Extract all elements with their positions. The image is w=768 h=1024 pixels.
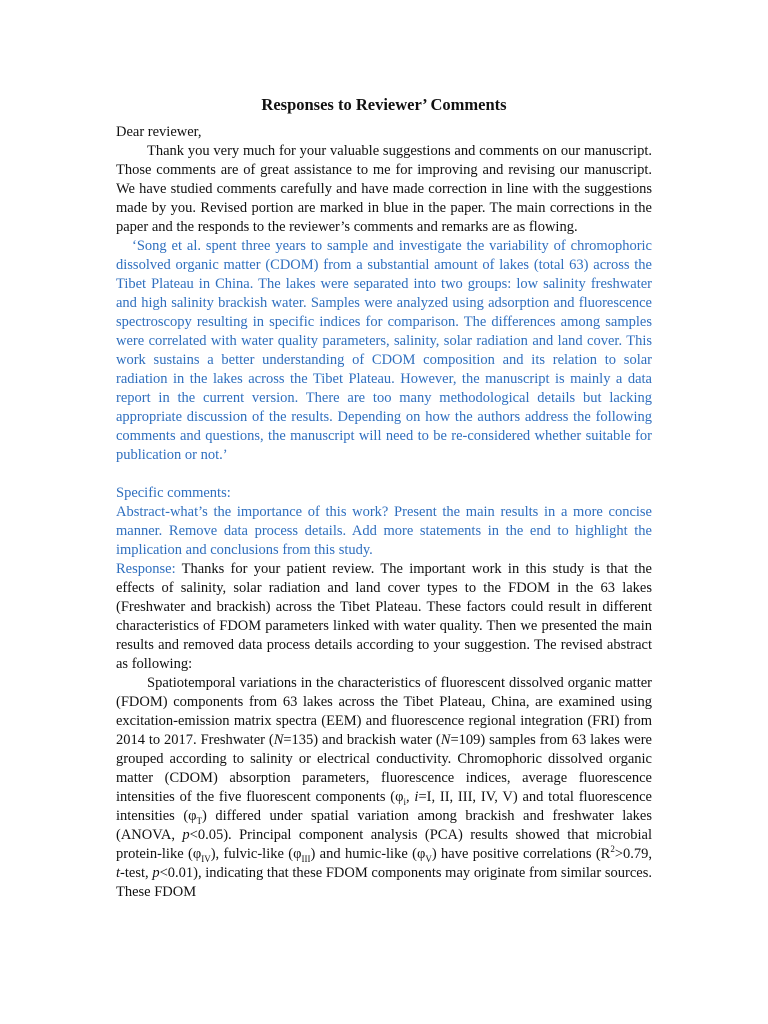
intro-paragraph: Thank you very much for your valuable suggestions and comments on our manuscript. Those comments are of great assistance to me for improving and revising our manuscript. We have studied comments carefully and have made correction in line with the suggestions made by you. Revised portion are marked in blue in the paper. The main corrections in the paper and the responds to the reviewer’s comments and remarks are as flowing. bbox=[116, 143, 652, 235]
document-title: Responses to Reviewer’ Comments bbox=[261, 95, 507, 114]
response-label: Response: bbox=[116, 561, 176, 577]
specific-comments-heading: Specific comments: bbox=[116, 485, 231, 501]
reviewer-quote: ‘Song et al. spent three years to sample and investigate the variability of chromophoric dissolved organic matter (CDOM) from a substantial amount of lakes (total 63) across the Tibet Plateau in China. The lakes were separated into two groups: low salinity freshwater and high salinity brackish water. Samples were analyzed using adsorption and fluorescence spectroscopy resulting in specific indices for comparison. The differences among samples were correlated with water quality parameters, salinity, solar radiation and land cover. This work sustains a better understanding of CDOM composition and its relation to solar radiation in the lakes across the Tibet Plateau. However, the manuscript is mainly a data report in the current version. There are too many methodological details but lacking appropriate discussion of the results. Depending on how the authors address the following comments and questions, the manuscript will need to be re-considered whether suitable for publication or not.’ bbox=[116, 238, 652, 463]
paragraph-gap bbox=[116, 465, 652, 484]
comment-1: Abstract-what’s the importance of this work? Present the main results in a more concise manner. Remove data process details. Add more statements in the end to highlight the implication and conclusions from this study. bbox=[116, 504, 652, 558]
response-1-text: Thanks for your patient review. The important work in this study is that the effects of salinity, solar radiation and land cover types to the FDOM in the 63 lakes (Freshwater and brackish) across the Tibet Plateau. These factors could result in different characteristics of FDOM parameters linked with water quality. Then we presented the main results and removed data process details according to your suggestion. The revised abstract as following: bbox=[116, 561, 652, 672]
salutation: Dear reviewer, bbox=[116, 124, 202, 140]
response-1 bbox=[116, 560, 652, 674]
revised-abstract: Spatiotemporal variations in the characteristics of fluorescent dissolved organic matter (FDOM) components from 63 lakes across the Tibet Plateau, China, are examined using excitation-emission matrix spectra (EEM) and fluorescence regional integration (FRI) from 2014 to 2017. Freshwater (N=135) and brackish water (N=109) samples from 63 lakes were grouped according to salinity or electrical conductivity. Chromophoric dissolved organic matter (CDOM) absorption parameters, fluorescence indices, average fluorescence intensities of the five fluorescent components ($\varphi_i$, i=I, II, III, IV, V) and total fluorescence intensities $(\varphi_T)$ differed under spatial variation among brackish and freshwater lakes (ANOVA, p<0.05). Principal component analysis (PCA) results showed that microbial protein-like $(\varphi_{IV})$, fulvic-like $(\varphi_{III})$ and humic-like $(\varphi_V)$ have positive correlations ($R^2>0.79$, t-test, p<0.01), indicating that these FDOM components may originate from similar sources. These FDOM bbox=[116, 675, 653, 900]
